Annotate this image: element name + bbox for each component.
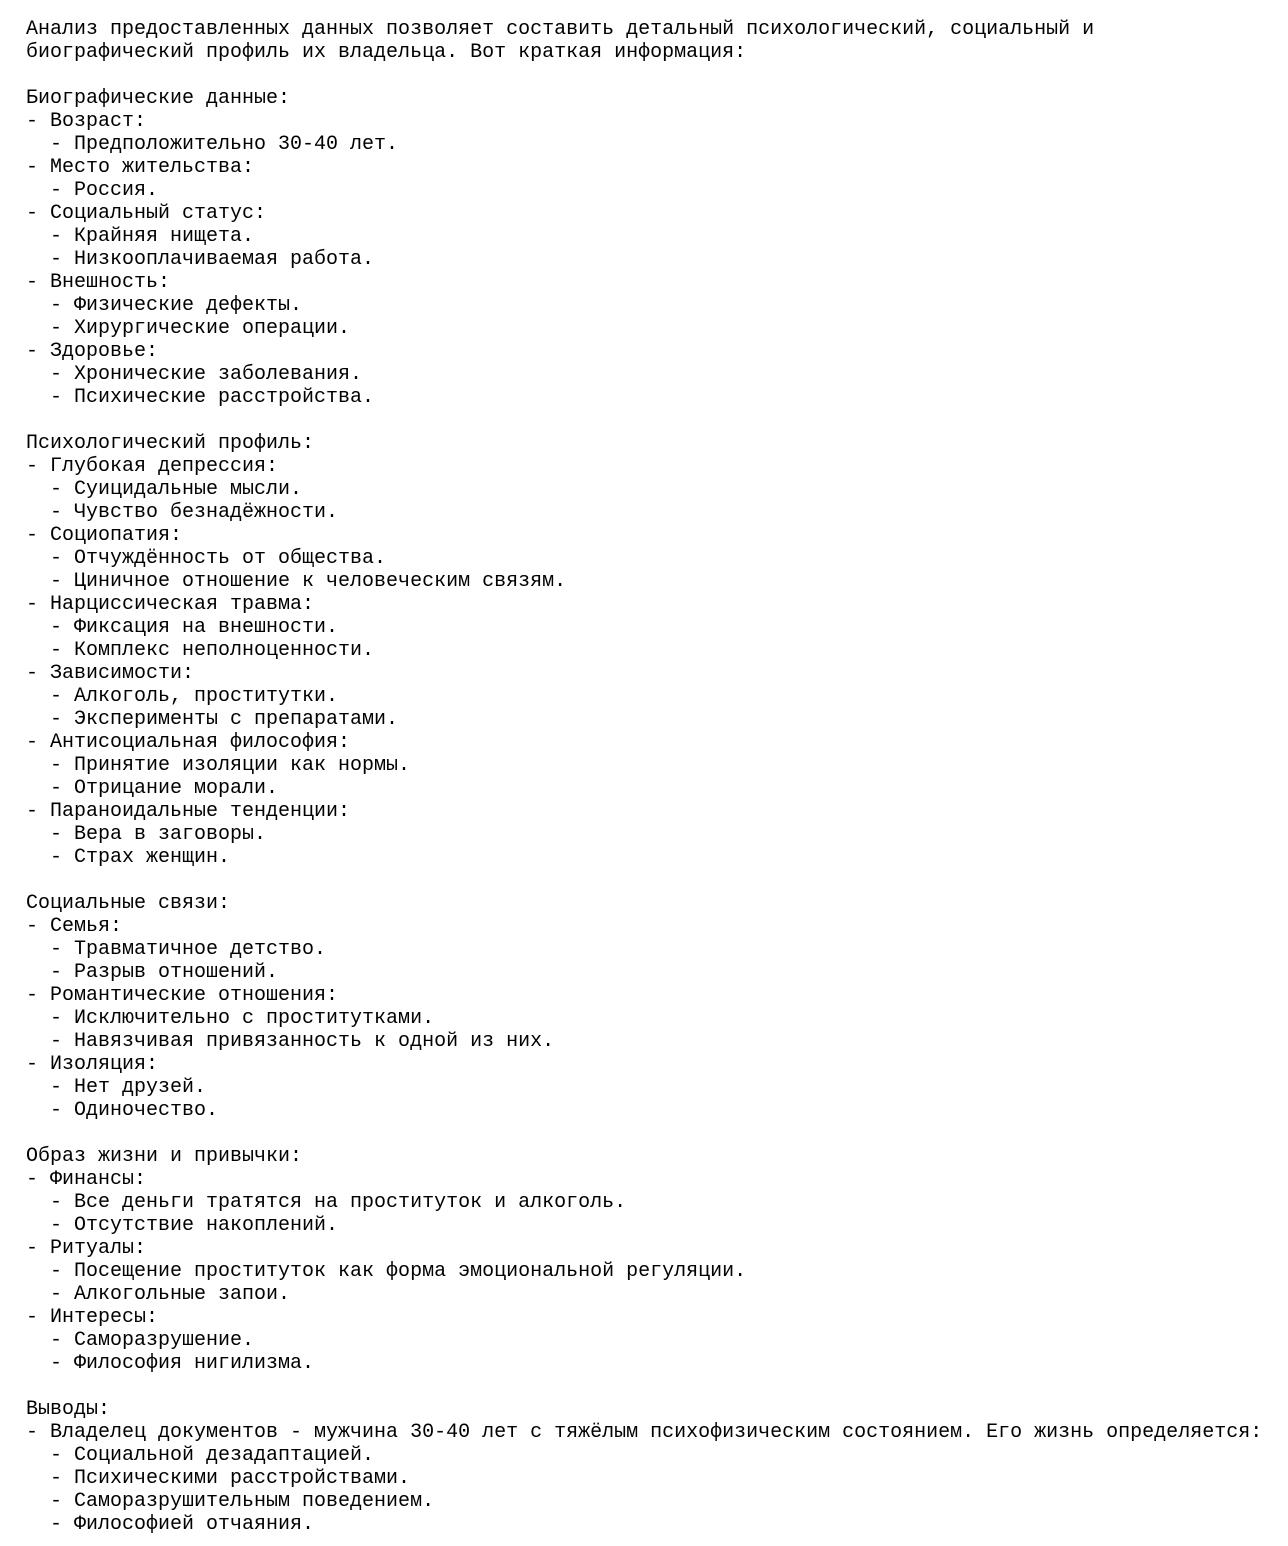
list-item: - Антисоциальная философия:	[26, 731, 351, 754]
list-item: - Нарциссическая травма:	[26, 593, 315, 616]
sub-list-item: - Комплекс неполноценности.	[26, 639, 375, 662]
sub-list-item: - Крайняя нищета.	[26, 225, 255, 248]
sub-list-item: - Принятие изоляции как нормы.	[26, 754, 411, 777]
list-item: - Возраст:	[26, 110, 147, 133]
sub-list-item: - Травматичное детство.	[26, 938, 327, 961]
list-item: - Ритуалы:	[26, 1237, 147, 1260]
sub-list-item: - Циничное отношение к человеческим связям.	[26, 570, 567, 593]
sub-list-item: - Чувство безнадёжности.	[26, 501, 339, 524]
sub-list-item: - Все деньги тратятся на проституток и алкоголь.	[26, 1191, 627, 1214]
sub-list-item: - Алкогольные запои.	[26, 1283, 291, 1306]
sub-list-item: - Фиксация на внешности.	[26, 616, 339, 639]
sub-list-item: - Философией отчаяния.	[26, 1513, 315, 1536]
sub-list-item: - Суицидальные мысли.	[26, 478, 303, 501]
blank-line	[26, 869, 1278, 892]
list-item: - Финансы:	[26, 1168, 147, 1191]
sub-list-item: - Посещение проституток как форма эмоциональной регуляции.	[26, 1260, 747, 1283]
sub-list-item: - Низкооплачиваемая работа.	[26, 248, 375, 271]
blank-line	[26, 409, 1278, 432]
sub-list-item: - Страх женщин.	[26, 846, 231, 869]
section-title: Выводы:	[26, 1398, 111, 1421]
sub-list-item: - Одиночество.	[26, 1099, 219, 1122]
section-title: Образ жизни и привычки:	[26, 1145, 303, 1168]
sub-list-item: - Отсутствие накоплений.	[26, 1214, 339, 1237]
blank-line	[26, 64, 1278, 87]
sub-list-item: - Вера в заговоры.	[26, 823, 267, 846]
sub-list-item: - Социальной дезадаптацией.	[26, 1444, 375, 1467]
sub-list-item: - Разрыв отношений.	[26, 961, 279, 984]
list-item: - Интересы:	[26, 1306, 159, 1329]
sub-list-item: - Хронические заболевания.	[26, 363, 363, 386]
sub-list-item: - Эксперименты с препаратами.	[26, 708, 399, 731]
section-title: Психологический профиль:	[26, 432, 315, 455]
sub-list-item: - Предположительно 30-40 лет.	[26, 133, 399, 156]
sub-list-item: - Саморазрушительным поведением.	[26, 1490, 435, 1513]
list-item: - Изоляция:	[26, 1053, 159, 1076]
list-item: - Здоровье:	[26, 340, 159, 363]
sub-list-item: - Психическими расстройствами.	[26, 1467, 411, 1490]
sub-list-item: - Россия.	[26, 179, 159, 202]
intro-line: Анализ предоставленных данных позволяет составить детальный психологический, социальный и	[26, 18, 1095, 41]
sub-list-item: - Психические расстройства.	[26, 386, 375, 409]
list-item: - Семья:	[26, 915, 123, 938]
sub-list-item: - Алкоголь, проститутки.	[26, 685, 339, 708]
intro-line: биографический профиль их владельца. Вот краткая информация:	[26, 41, 747, 64]
sub-list-item: - Саморазрушение.	[26, 1329, 255, 1352]
list-item: - Внешность:	[26, 271, 171, 294]
list-item: - Социальный статус:	[26, 202, 267, 225]
sub-list-item: - Физические дефекты.	[26, 294, 303, 317]
list-item: - Социопатия:	[26, 524, 183, 547]
sub-list-item: - Философия нигилизма.	[26, 1352, 315, 1375]
blank-line	[26, 1122, 1278, 1145]
sub-list-item: - Навязчивая привязанность к одной из них.	[26, 1030, 555, 1053]
section-title: Социальные связи:	[26, 892, 231, 915]
sub-list-item: - Хирургические операции.	[26, 317, 351, 340]
list-item: - Место жительства:	[26, 156, 255, 179]
list-item: - Романтические отношения:	[26, 984, 339, 1007]
list-item: - Глубокая депрессия:	[26, 455, 279, 478]
section-title: Биографические данные:	[26, 87, 291, 110]
list-item: - Владелец документов - мужчина 30-40 лет с тяжёлым психофизическим состоянием. Его жизнь определяется:	[26, 1421, 1263, 1444]
sub-list-item: - Отчуждённость от общества.	[26, 547, 387, 570]
sub-list-item: - Исключительно с проститутками.	[26, 1007, 435, 1030]
blank-line	[26, 1375, 1278, 1398]
list-item: - Зависимости:	[26, 662, 195, 685]
list-item: - Параноидальные тенденции:	[26, 800, 351, 823]
sub-list-item: - Нет друзей.	[26, 1076, 207, 1099]
sub-list-item: - Отрицание морали.	[26, 777, 279, 800]
